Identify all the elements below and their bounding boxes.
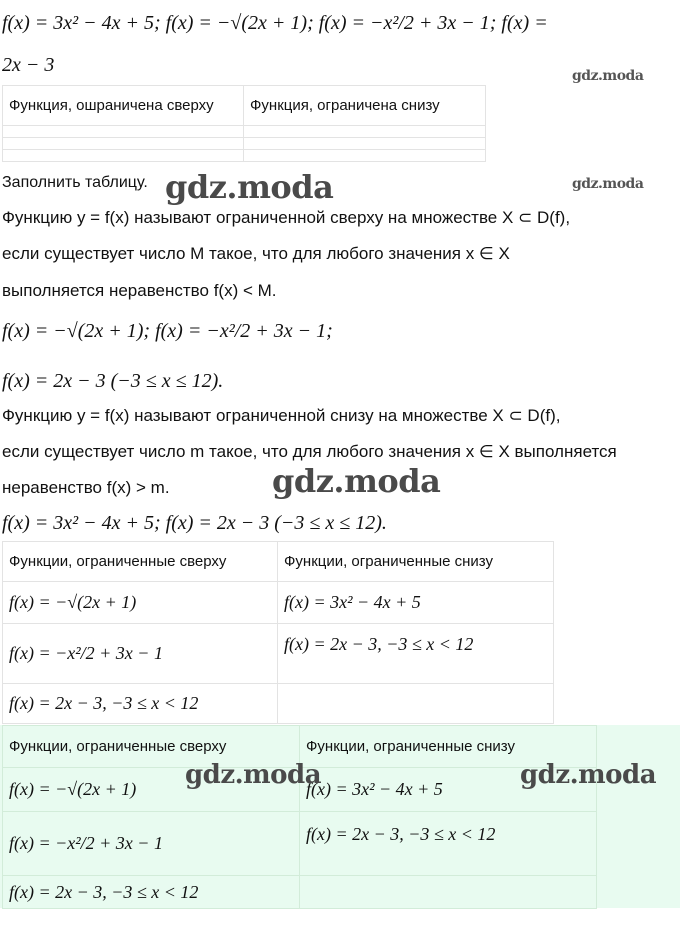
table-cell (3, 876, 300, 909)
table-cell (300, 812, 597, 876)
table-cell-text: f(x) = 3x² − 4x + 5 (284, 592, 421, 612)
upper-def-line-1: Функцию y = f(x) называют ограниченной сверху на множестве X ⊂ D(f), (2, 208, 571, 227)
formula-line-2: 2x − 3 (2, 54, 55, 76)
empty-table-header-lower: Функция, ограничена снизу (244, 86, 486, 126)
table-cell (244, 126, 486, 138)
answer-table (2, 541, 554, 724)
table-cell (278, 684, 554, 724)
table-cell-text: f(x) = 2x − 3, −3 ≤ x < 12 (9, 693, 199, 713)
table-cell-text: f(x) = −x²/2 + 3x − 1 (9, 833, 163, 853)
table-cell (3, 582, 278, 624)
highlighted-table-header-upper: Функции, ограниченные сверху (3, 726, 300, 768)
table-cell (3, 624, 278, 684)
watermark: gdz.moda (185, 760, 322, 790)
highlighted-table-header-lower: Функции, ограниченные снизу (300, 726, 597, 768)
empty-table-header-upper: Функция, ошраничена сверху (3, 86, 244, 126)
watermark: gdz.moda (572, 68, 644, 84)
answer-table-header-upper: Функции, ограниченные сверху (3, 542, 278, 582)
watermark: gdz.moda (572, 176, 644, 192)
table-cell (3, 684, 278, 724)
lower-examples-line-1: f(x) = 3x² − 4x + 5; f(x) = 2x − 3 (−3 ≤ x ≤ 12). (2, 512, 387, 534)
upper-def-line-2: если существует число M такое, что для любого значения x ∈ X (2, 244, 510, 263)
empty-table (2, 85, 486, 162)
lower-def-line-3: неравенство f(x) > m. (2, 478, 170, 497)
highlighted-answer-table (2, 725, 597, 909)
table-cell-text: f(x) = −x²/2 + 3x − 1 (9, 643, 163, 663)
upper-examples-line-2: f(x) = 2x − 3 (−3 ≤ x ≤ 12). (2, 370, 224, 392)
formula-line-1: f(x) = 3x² − 4x + 5; f(x) = −√(2x + 1); f(x) = −x²/2 + 3x − 1; f(x) = (2, 12, 548, 34)
table-cell (3, 138, 244, 150)
table-cell (3, 812, 300, 876)
table-cell (300, 876, 597, 909)
upper-examples-line-1: f(x) = −√(2x + 1); f(x) = −x²/2 + 3x − 1; (2, 320, 333, 342)
table-cell-text: f(x) = 2x − 3, −3 ≤ x < 12 (9, 881, 199, 902)
table-cell (3, 150, 244, 162)
table-cell (3, 126, 244, 138)
lower-def-line-1: Функцию y = f(x) называют ограниченной снизу на множестве X ⊂ D(f), (2, 406, 561, 425)
upper-def-line-3: выполняется неравенство f(x) < M. (2, 281, 277, 300)
table-cell-text: f(x) = −√(2x + 1) (9, 592, 137, 612)
lower-def-line-2: если существует число m такое, что для любого значения x ∈ X выполняется (2, 442, 617, 461)
table-cell-text: f(x) = 2x − 3, −3 ≤ x < 12 (284, 634, 474, 654)
watermark: gdz.moda (165, 168, 334, 206)
table-cell (244, 138, 486, 150)
table-cell (278, 582, 554, 624)
table-cell (244, 150, 486, 162)
table-cell-text: f(x) = 3x² − 4x + 5 (306, 779, 443, 799)
watermark: gdz.moda (272, 462, 441, 500)
table-cell (278, 624, 554, 684)
watermark: gdz.moda (520, 760, 657, 790)
table-cell-text: f(x) = −√(2x + 1) (9, 779, 137, 799)
table-cell-text: f(x) = 2x − 3, −3 ≤ x < 12 (306, 824, 496, 844)
task-text: Заполнить таблицу. (2, 174, 148, 191)
answer-table-header-lower: Функции, ограниченные снизу (278, 542, 554, 582)
